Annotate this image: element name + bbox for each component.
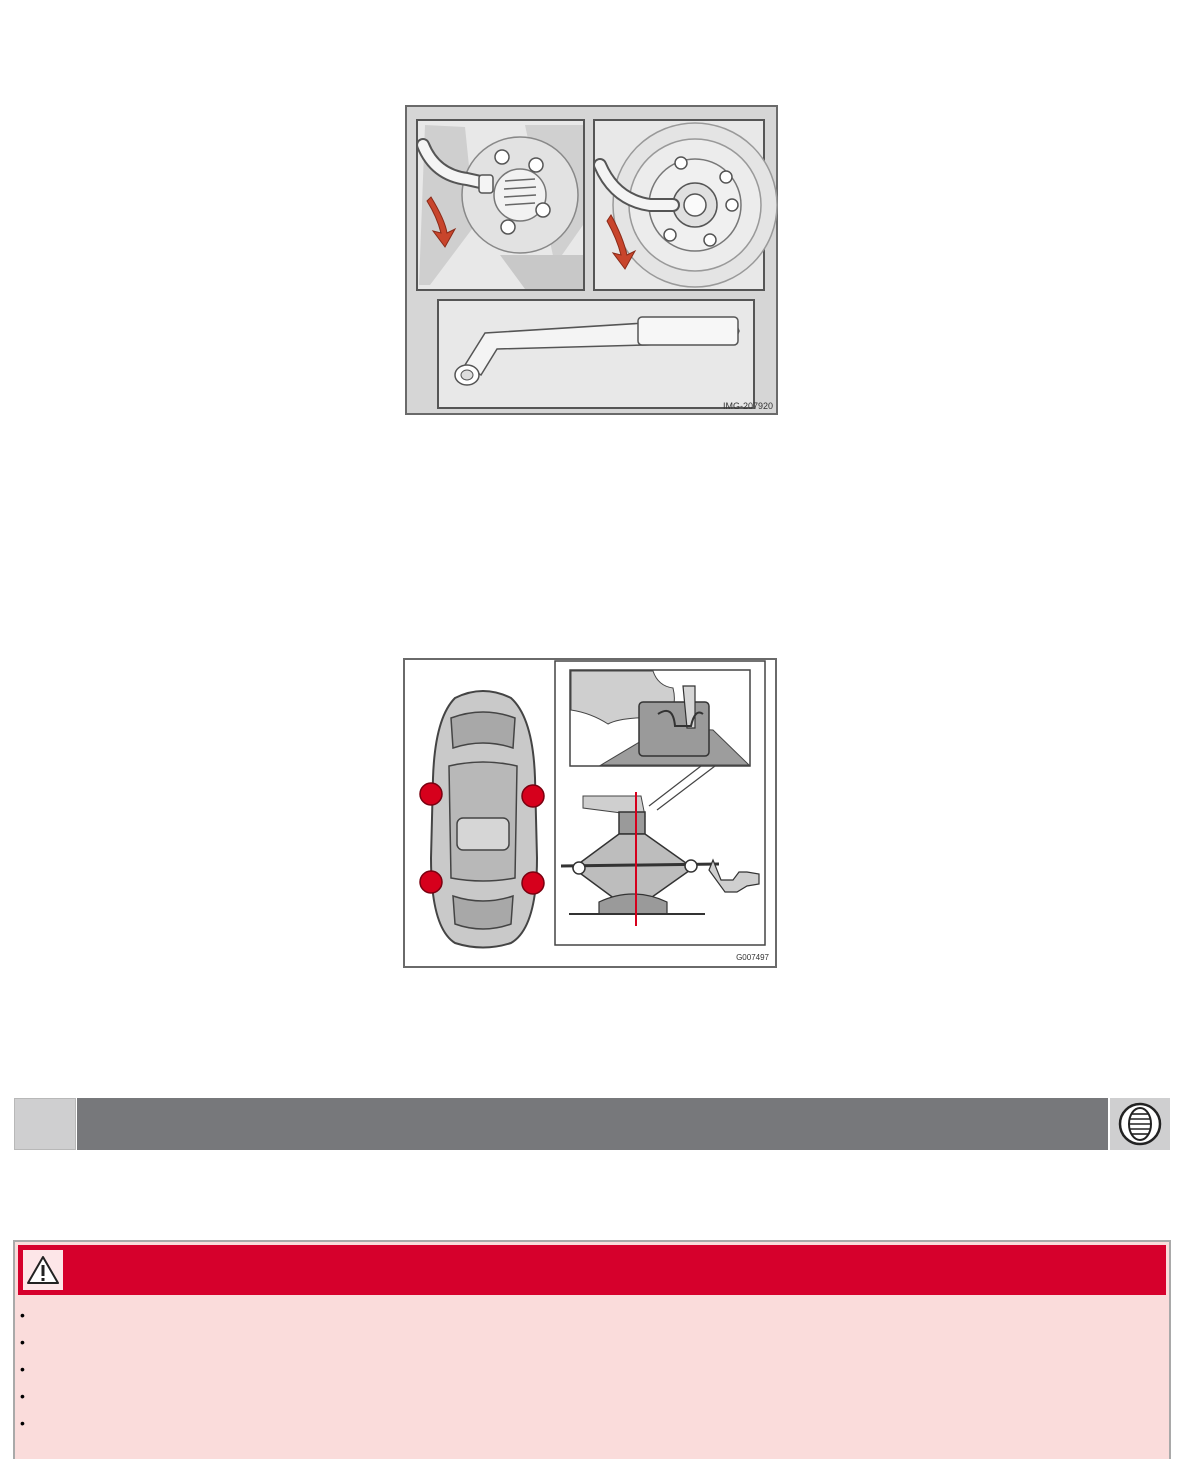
section-title bbox=[77, 1098, 1108, 1150]
car-top-view bbox=[420, 691, 544, 948]
tire-icon bbox=[1110, 1098, 1170, 1150]
jack-detail-panel bbox=[555, 661, 765, 945]
jacking-point-marker bbox=[522, 785, 544, 807]
jacking-point-marker bbox=[522, 872, 544, 894]
bullet-icon: • bbox=[20, 1334, 25, 1350]
bullet-icon: • bbox=[20, 1415, 25, 1431]
warning-header bbox=[18, 1245, 1166, 1295]
figure-code-label: G007497 bbox=[736, 953, 769, 962]
section-number-cell bbox=[14, 1098, 76, 1150]
spare-wheel-panel bbox=[594, 120, 777, 290]
bullet-icon: • bbox=[20, 1388, 25, 1404]
bullet-icon: • bbox=[20, 1307, 25, 1323]
jacking-point-marker bbox=[420, 783, 442, 805]
jacking-points-figure bbox=[403, 658, 777, 968]
section-header-bar bbox=[14, 1098, 1170, 1150]
warning-item bbox=[18, 1383, 1166, 1410]
bullet-icon: • bbox=[20, 1361, 25, 1377]
warning-box bbox=[13, 1240, 1171, 1459]
warning-item bbox=[18, 1410, 1166, 1437]
warning-triangle-icon bbox=[23, 1250, 63, 1290]
warning-item bbox=[18, 1329, 1166, 1356]
figure-code-label: IMG-207920 bbox=[722, 401, 773, 411]
warning-item bbox=[18, 1302, 1166, 1329]
lug-wrench-panel bbox=[438, 300, 754, 408]
jacking-point-marker bbox=[420, 871, 442, 893]
warning-list bbox=[18, 1302, 1166, 1437]
warning-item bbox=[18, 1356, 1166, 1383]
alloy-wheel-panel bbox=[417, 120, 584, 290]
wheel-wrench-figure bbox=[405, 105, 778, 415]
